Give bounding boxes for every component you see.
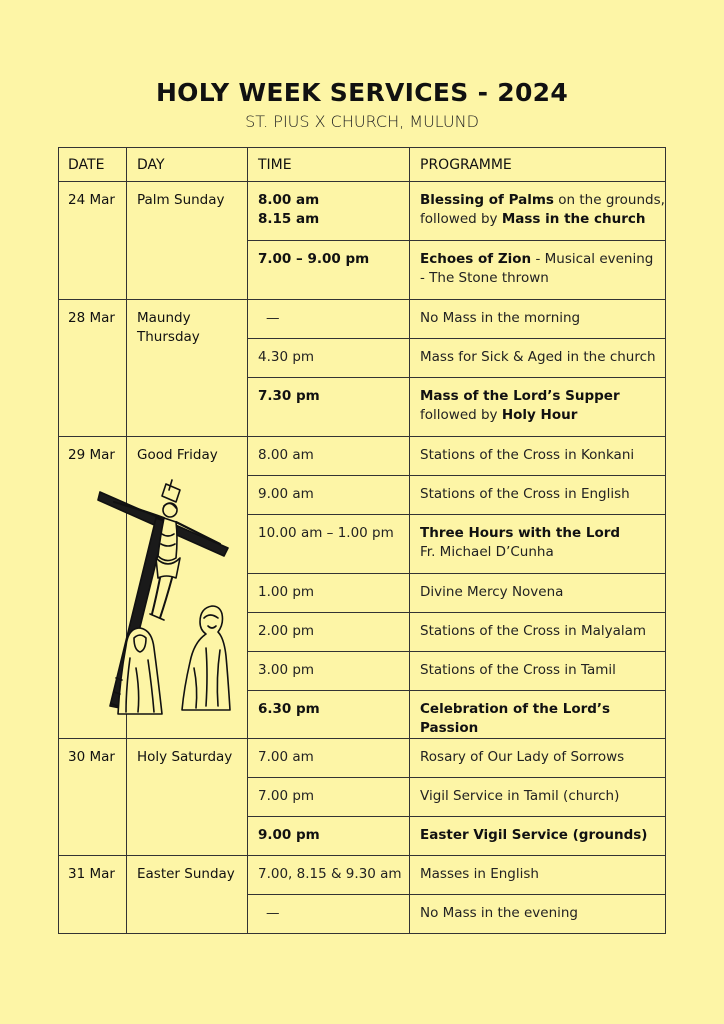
programme-cell xyxy=(410,378,666,437)
column-header-programme: PROGRAMME xyxy=(410,148,666,182)
time-cell: 10.00 am – 1.00 pm xyxy=(248,515,410,574)
time-cell: 9.00 am xyxy=(248,476,410,515)
programme-cell xyxy=(410,241,666,300)
table-row xyxy=(59,182,666,241)
time-line: 8.00 am xyxy=(258,192,320,208)
time-cell: 2.00 pm xyxy=(248,613,410,652)
programme-cell: Easter Vigil Service (grounds) xyxy=(410,817,666,856)
time-cell: 7.00 am xyxy=(248,739,410,778)
programme-cell: Celebration of the Lord’s Passion xyxy=(410,691,666,739)
programme-cell: Masses in English xyxy=(410,856,666,895)
time-cell: — xyxy=(248,895,410,934)
time-cell: — xyxy=(248,300,410,339)
programme-highlight: Holy Hour xyxy=(501,407,578,423)
programme-highlight: Three Hours with the Lord xyxy=(420,525,621,541)
table-row xyxy=(59,300,666,339)
time-cell: 9.00 pm xyxy=(248,817,410,856)
programme-cell: Rosary of Our Lady of Sorrows xyxy=(410,739,666,778)
column-header-date: DATE xyxy=(59,148,127,182)
crucifixion-illustration-icon xyxy=(96,478,236,716)
time-cell xyxy=(248,182,410,241)
programme-text: on the grounds, xyxy=(553,192,665,208)
programme-highlight: Echoes of Zion xyxy=(420,251,532,267)
programme-text: Fr. Michael D’Cunha xyxy=(420,544,554,560)
day-cell: Good Friday xyxy=(127,437,248,739)
programme-cell: Stations of the Cross in Malyalam xyxy=(410,613,666,652)
date-cell: 24 Mar xyxy=(59,182,127,300)
date-cell: 31 Mar xyxy=(59,856,127,934)
time-cell: 7.30 pm xyxy=(248,378,410,437)
programme-text: followed by xyxy=(420,407,502,423)
table-row xyxy=(59,437,666,476)
programme-cell: Stations of the Cross in Tamil xyxy=(410,652,666,691)
programme-cell: Mass for Sick & Aged in the church xyxy=(410,339,666,378)
time-cell: 8.00 am xyxy=(248,437,410,476)
time-cell: 6.30 pm xyxy=(248,691,410,739)
date-cell: 29 Mar xyxy=(59,437,127,739)
table-header-row xyxy=(59,148,666,182)
programme-text: - Musical evening xyxy=(531,251,654,267)
programme-cell: Vigil Service in Tamil (church) xyxy=(410,778,666,817)
day-cell: Easter Sunday xyxy=(127,856,248,934)
programme-highlight: Mass in the church xyxy=(501,211,646,227)
page-title: HOLY WEEK SERVICES - 2024 xyxy=(155,78,569,107)
time-cell: 7.00 pm xyxy=(248,778,410,817)
programme-text: followed by xyxy=(420,211,502,227)
programme-text: - The Stone thrown xyxy=(420,270,549,286)
table-row xyxy=(59,856,666,895)
programme-cell xyxy=(410,515,666,574)
time-cell: 7.00 – 9.00 pm xyxy=(248,241,410,300)
column-header-day: DAY xyxy=(127,148,248,182)
time-line: 8.15 am xyxy=(258,211,320,227)
time-cell: 4.30 pm xyxy=(248,339,410,378)
time-cell: 7.00, 8.15 & 9.30 am xyxy=(248,856,410,895)
programme-cell: Stations of the Cross in Konkani xyxy=(410,437,666,476)
programme-highlight: Blessing of Palms xyxy=(420,192,554,208)
programme-cell: No Mass in the morning xyxy=(410,300,666,339)
programme-cell xyxy=(410,182,666,241)
page-subtitle: ST. PIUS X CHURCH, MULUND xyxy=(245,112,479,131)
programme-cell: Stations of the Cross in English xyxy=(410,476,666,515)
date-cell: 30 Mar xyxy=(59,739,127,856)
time-cell: 1.00 pm xyxy=(248,574,410,613)
column-header-time: TIME xyxy=(248,148,410,182)
programme-cell: No Mass in the evening xyxy=(410,895,666,934)
date-cell: 28 Mar xyxy=(59,300,127,437)
table-row xyxy=(59,739,666,778)
day-cell: Maundy Thursday xyxy=(127,300,248,437)
programme-cell: Divine Mercy Novena xyxy=(410,574,666,613)
programme-highlight: Mass of the Lord’s Supper xyxy=(420,388,620,404)
time-cell: 3.00 pm xyxy=(248,652,410,691)
day-cell: Palm Sunday xyxy=(127,182,248,300)
day-cell: Holy Saturday xyxy=(127,739,248,856)
